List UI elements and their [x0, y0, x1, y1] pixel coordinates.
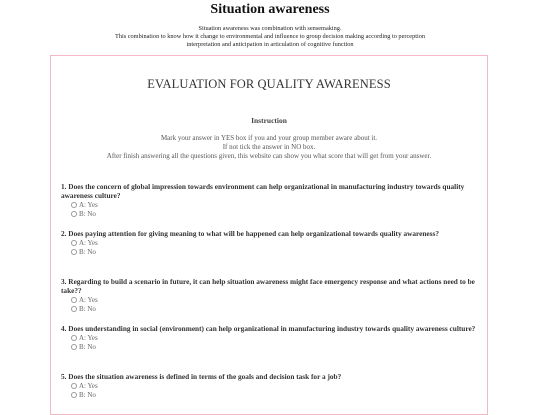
instruction-line: After finish answering all the questions given, this website can show you what score that will get from your answer. — [106, 152, 432, 161]
question-text: 5. Does the situation awareness is defined in terms of the goals and decision task for a job? — [61, 372, 342, 381]
option-no[interactable] — [71, 343, 479, 353]
radio-button[interactable] — [71, 392, 77, 398]
option-no[interactable] — [71, 248, 479, 258]
form-title: EVALUATION FOR QUALITY AWARENESS — [147, 77, 391, 91]
option-yes[interactable] — [71, 333, 479, 343]
evaluation-form — [50, 55, 488, 415]
question-4 — [61, 324, 479, 352]
radio-button[interactable] — [71, 297, 77, 303]
instruction-line: If not tick the answer in NO box. — [222, 143, 316, 152]
radio-button[interactable] — [71, 249, 77, 255]
page-title: Situation awareness — [210, 2, 330, 17]
instruction-line: Mark your answer in YES box if you and your group member aware about it. — [160, 134, 378, 142]
radio-button[interactable] — [71, 335, 77, 341]
question-3 — [61, 277, 479, 314]
option-yes[interactable] — [71, 200, 479, 210]
radio-button[interactable] — [71, 383, 77, 389]
question-text: 4. Does understanding in social (environment) can help organizational in manufacturing industry towards quality awareness culture? — [61, 324, 476, 333]
question-text: 1. Does the concern of global impression towards environment can help organizational in manufacturing industry towards quality awareness culture? — [61, 182, 465, 200]
option-no[interactable] — [71, 210, 479, 220]
radio-button[interactable] — [71, 344, 77, 350]
option-label: A: Yes — [79, 200, 98, 209]
radio-button[interactable] — [71, 240, 77, 246]
option-no[interactable] — [71, 391, 479, 401]
option-label: B: No — [79, 343, 96, 352]
option-label: B: No — [79, 305, 96, 314]
option-yes[interactable] — [71, 238, 479, 248]
option-no[interactable] — [71, 305, 479, 315]
question-1 — [61, 182, 479, 219]
intro-line: Situation awareness was combination with sensemaking. — [198, 25, 342, 32]
instruction-text — [51, 134, 487, 162]
intro-line: This combination to know how it change to environmental and influence to group decision making according to perception — [114, 33, 426, 40]
radio-button[interactable] — [71, 211, 77, 217]
intro-text — [70, 25, 470, 49]
option-label: B: No — [79, 248, 96, 257]
instruction-heading: Instruction — [251, 116, 287, 125]
option-label: A: Yes — [79, 295, 98, 304]
option-label: B: No — [79, 210, 96, 219]
radio-button[interactable] — [71, 306, 77, 312]
question-5 — [61, 372, 479, 400]
radio-button[interactable] — [71, 202, 77, 208]
option-yes[interactable] — [71, 295, 479, 305]
option-label: A: Yes — [79, 238, 98, 247]
question-text: 3. Regarding to build a scenario in future, it can help situation awareness might face emergency response and what actions need to be take?? — [61, 277, 475, 295]
option-label: A: Yes — [79, 333, 98, 342]
option-label: A: Yes — [79, 381, 98, 390]
question-2 — [61, 229, 479, 257]
option-yes[interactable] — [71, 381, 479, 391]
question-text: 2. Does paying attention for giving meaning to what will be happened can help organizational towards quality awareness? — [61, 229, 439, 238]
option-label: B: No — [79, 391, 96, 400]
intro-line: interpretation and anticipation in articulation of cognitive function — [186, 41, 354, 48]
